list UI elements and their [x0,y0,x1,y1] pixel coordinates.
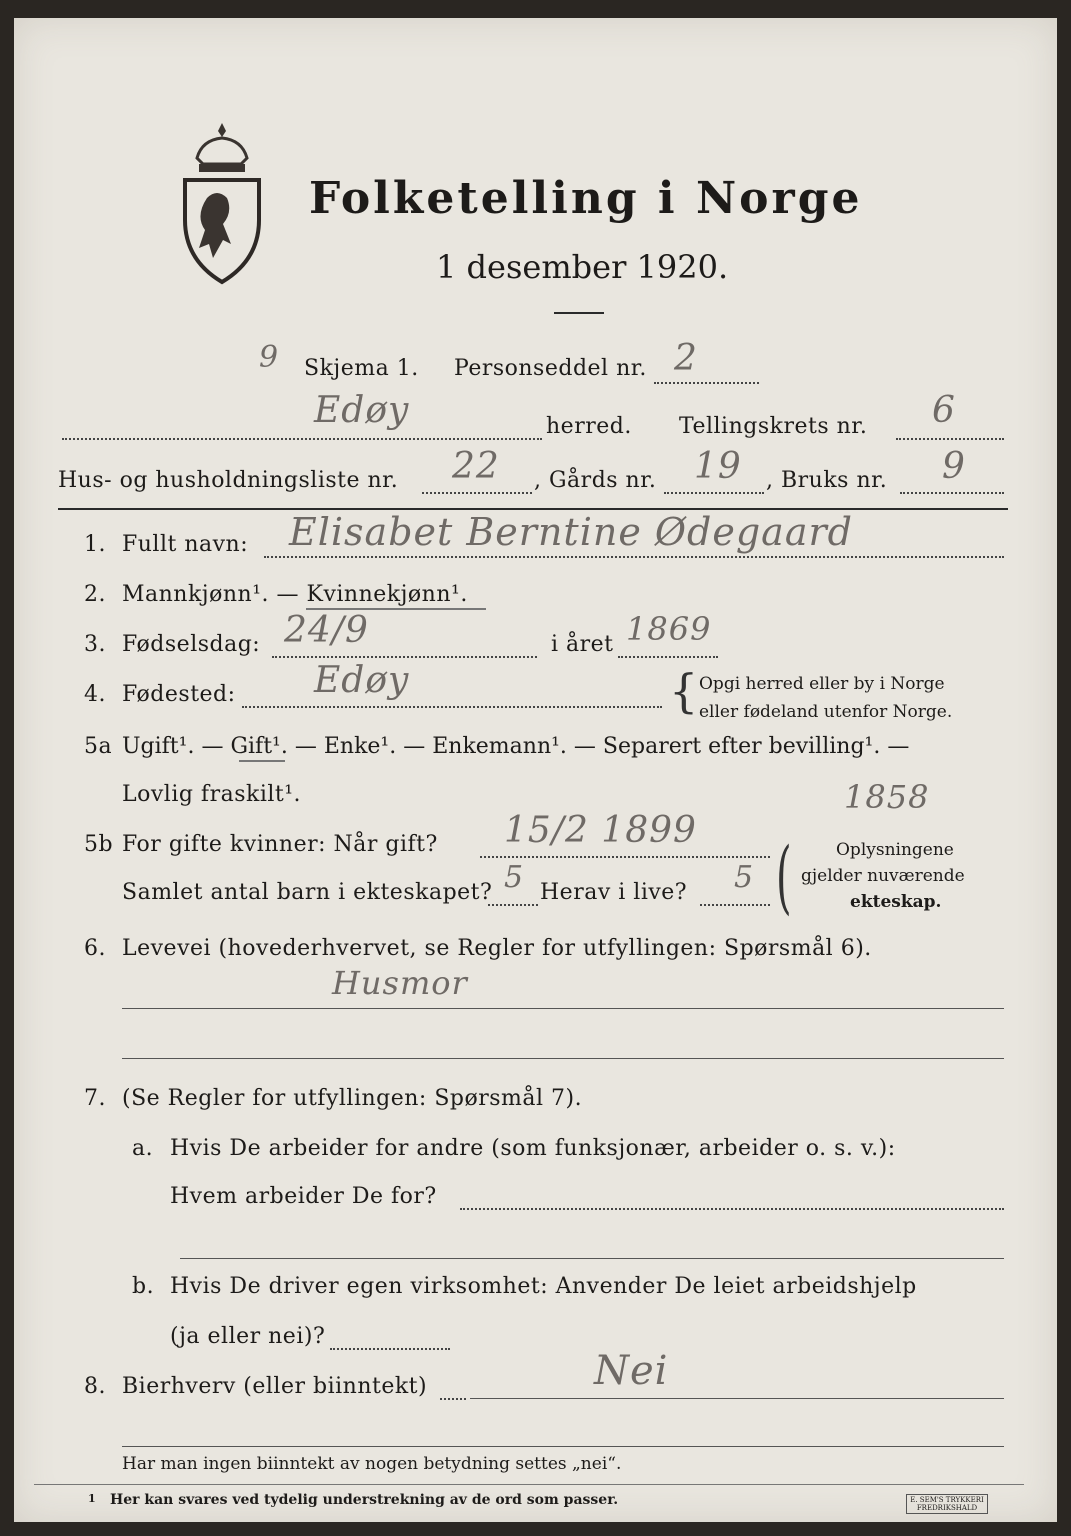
personseddel-label: Personseddel nr. [454,356,647,381]
q4-number: 4. [84,682,106,707]
q5b-note-line1: Oplysningene [836,840,954,860]
stray-mark: 9 [259,340,280,375]
q6-line2 [122,1058,1004,1059]
q2-number: 2. [84,582,106,607]
footnote-number: 1 [88,1492,96,1505]
q5b-label: For gifte kvinner: Når gift? [122,832,438,857]
q1-label: Fullt navn: [122,532,249,557]
q5a-extra-value: 1858 [844,778,930,816]
q6-value: Husmor [332,964,468,1002]
q1-line [264,556,1004,558]
footer-note: Har man ingen biinntekt av nogen betydning settes „nei“. [122,1454,622,1474]
q7a-number: a. [132,1136,154,1161]
footnote-divider [34,1484,1024,1485]
q5b-barn-line [488,904,538,906]
personseddel-value: 2 [674,338,698,379]
q7-number: 7. [84,1086,106,1111]
q5b-barn-value: 5 [504,860,525,895]
q5b-value: 15/2 1899 [504,810,697,851]
q7a-line2 [180,1258,1004,1259]
husholdningsliste-label: Hus- og husholdningsliste nr. [58,468,399,493]
q5b-note-line3: ekteskap. [850,892,942,912]
q7-label: (Se Regler for utfyllingen: Spørsmål 7). [122,1086,583,1111]
coat-of-arms-icon [177,118,267,288]
q4-label: Fødested: [122,682,236,707]
q3-year-value: 1869 [626,610,712,648]
q4-note-line2: eller fødeland utenfor Norge. [699,702,953,722]
form-date: 1 desember 1920. [436,248,729,286]
gards-value: 19 [694,446,742,487]
q7b-label-line2: (ja eller nei)? [170,1324,326,1349]
bruks-line [900,492,1004,494]
q1-value: Elisabet Berntine Ødegaard [289,510,853,554]
herred-value: Edøy [314,390,410,431]
bruks-value: 9 [942,446,966,487]
q5b-number: 5b [84,832,114,857]
q3-year-line [618,656,718,658]
q7b-number: b. [132,1274,155,1299]
q4-value: Edøy [314,660,410,701]
q5b-brace: ( [776,830,792,923]
q5b-live-line [700,904,770,906]
herred-line [62,438,542,440]
bruks-label: , Bruks nr. [766,468,888,493]
q3-value: 24/9 [284,610,369,651]
q6-number: 6. [84,936,106,961]
q7b-line [330,1348,450,1350]
q4-note-line1: Opgi herred eller by i Norge [699,674,945,694]
footnote-text: Her kan svares ved tydelig understrekning av de ord som passer. [110,1492,619,1508]
tellingskrets-line [896,438,1004,440]
q3-line [272,656,537,658]
q4-line [242,706,662,708]
gards-label: , Gårds nr. [534,468,657,493]
husholdningsliste-line [422,492,532,494]
q5a-number: 5a [84,734,113,759]
q8-label: Bierhverv (eller biinntekt) [122,1374,428,1399]
personseddel-line [654,382,759,384]
q4-brace: { [669,664,699,718]
printer-stamp: E. SEM'S TRYKKERI FREDRIKSHALD [906,1494,988,1514]
q7b-label: Hvis De driver egen virksomhet: Anvender De leiet arbeidshjelp [170,1274,917,1299]
q1-number: 1. [84,532,106,557]
skjema-label: Skjema 1. [304,356,419,381]
q5a-label: Ugift¹. — Gift¹. — Enke¹. — Enkemann¹. — Separert efter bevilling¹. — [122,734,910,759]
q5b-live-value: 5 [734,860,755,895]
title-divider [554,312,604,314]
q5a-label-line2: Lovlig fraskilt¹. [122,782,302,807]
q8-line-dotted [440,1398,466,1400]
q2-label: Mannkjønn¹. — Kvinnekjønn¹. [122,582,468,607]
q3-year-label: i året [551,632,614,657]
q7a-label: Hvis De arbeider for andre (som funksjonær, arbeider o. s. v.): [170,1136,896,1161]
q5b-line [480,856,770,858]
gards-line [664,492,764,494]
q8-value: Nei [594,1348,669,1394]
q6-label: Levevei (hovederhvervet, se Regler for utfyllingen: Spørsmål 6). [122,936,872,961]
q8-line [470,1398,1004,1399]
q5b-live-label: Herav i live? [540,880,688,905]
tellingskrets-label: Tellingskrets nr. [679,414,868,439]
q8-number: 8. [84,1374,106,1399]
q5b-barn-label: Samlet antal barn i ekteskapet? [122,880,493,905]
census-form-sheet [14,18,1057,1522]
q7a-line1 [460,1208,1004,1210]
husholdningsliste-value: 22 [452,446,500,487]
q3-number: 3. [84,632,106,657]
q3-label: Fødselsdag: [122,632,261,657]
q5b-note-line2: gjelder nuværende [801,866,965,886]
tellingskrets-value: 6 [932,390,956,431]
form-title: Folketelling i Norge [309,173,863,224]
footer-divider [122,1446,1004,1447]
q7a-label-line2: Hvem arbeider De for? [170,1184,437,1209]
herred-label: herred. [546,414,632,439]
q6-line1 [122,1008,1004,1009]
q5a-gift-underline [239,760,285,762]
